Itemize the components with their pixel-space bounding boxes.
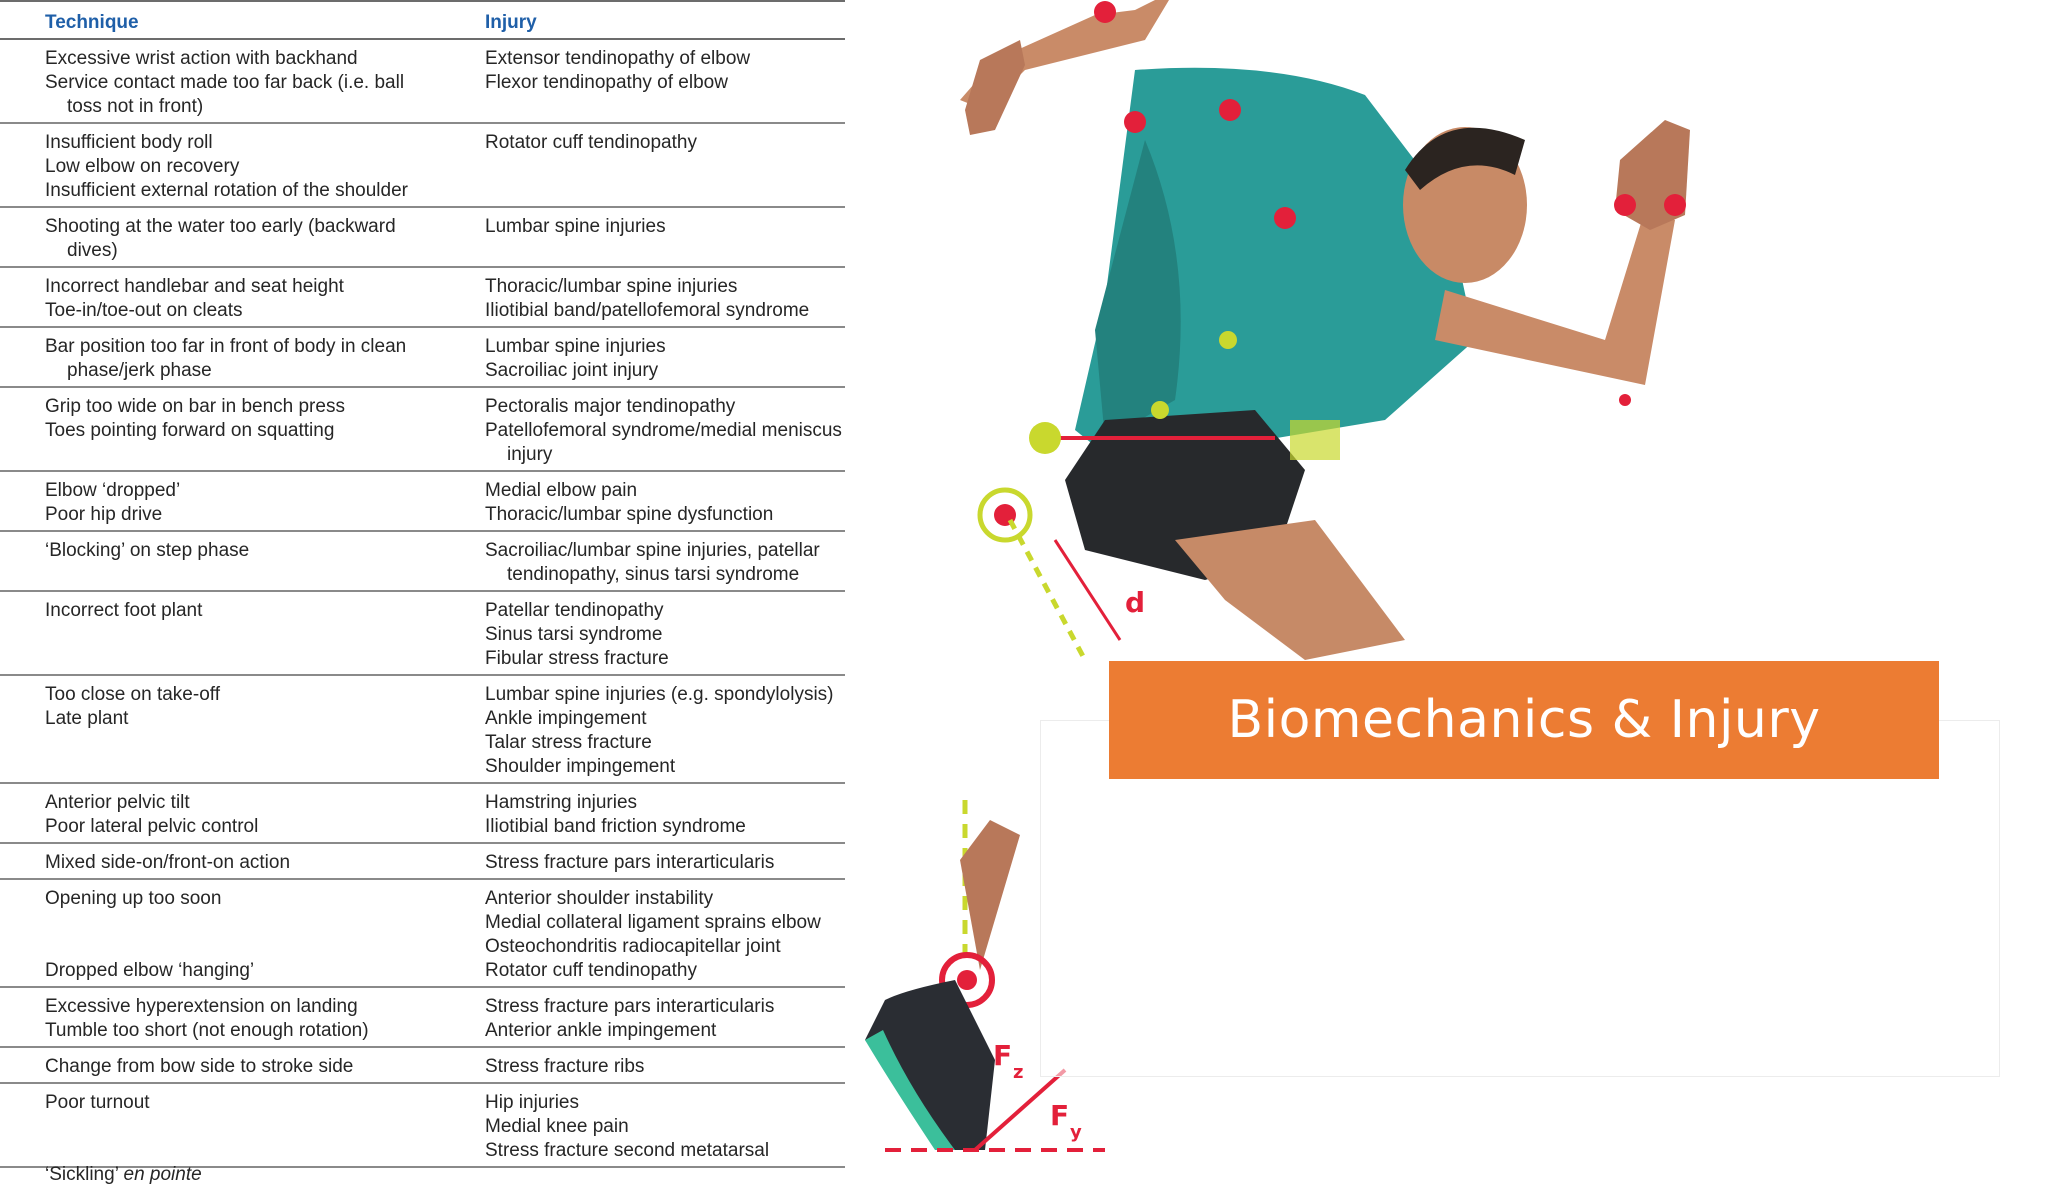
technique-cell: [45, 335, 465, 383]
technique-line: Excessive hyperextension on landing: [45, 996, 358, 1017]
table-row: [0, 388, 845, 472]
force-z-subscript: z: [1013, 1062, 1024, 1083]
injury-cell: [485, 1055, 845, 1079]
technique-cell: [45, 599, 465, 623]
title-banner: [1109, 661, 1939, 779]
injury-cell: [485, 395, 845, 467]
injury-line: Stress fracture second metatarsal: [485, 1140, 770, 1161]
technique-line: Incorrect foot plant: [45, 600, 203, 621]
joint-marker: [1219, 99, 1241, 121]
technique-line: Toes pointing forward on squatting: [45, 420, 335, 441]
injury-line: Ankle impingement: [485, 708, 647, 729]
injury-line: Medial collateral ligament sprains elbow: [485, 912, 821, 933]
moment-arm-label: d: [1125, 586, 1146, 619]
injury-cell: [485, 215, 845, 239]
table-row: [0, 40, 845, 124]
technique-line: Late plant: [45, 708, 129, 729]
injury-line: Rotator cuff tendinopathy: [485, 132, 697, 153]
technique-line: Grip too wide on bar in bench press: [45, 396, 345, 417]
injury-line: Shoulder impingement: [485, 756, 676, 777]
injury-line: Pectoralis major tendinopathy: [485, 396, 736, 417]
force-y-subscript: y: [1070, 1122, 1082, 1143]
injury-line: Lumbar spine injuries: [485, 336, 666, 357]
technique-cell: [45, 1055, 465, 1079]
table-row: [0, 124, 845, 208]
injury-cell: [485, 887, 845, 983]
hip-joint-marker: [1029, 422, 1061, 454]
injury-line: Sacroiliac/lumbar spine injuries, patellar: [485, 540, 820, 561]
injury-line: Talar stress fracture: [485, 732, 652, 753]
joint-marker: [1619, 394, 1631, 406]
injury-line: Lumbar spine injuries: [485, 216, 666, 237]
injury-line: Iliotibial band friction syndrome: [485, 816, 746, 837]
table-row: [0, 844, 845, 880]
injury-line: Medial knee pain: [485, 1116, 629, 1137]
force-z-label: F: [993, 1039, 1013, 1072]
technique-line: Excessive wrist action with backhand: [45, 48, 358, 69]
technique-line: Opening up too soon: [45, 888, 222, 909]
technique-line: ‘Blocking’ on step phase: [45, 540, 250, 561]
technique-cell: [45, 395, 465, 443]
injury-line: Thoracic/lumbar spine injuries: [485, 276, 738, 297]
sprinter-thigh: [1175, 520, 1405, 660]
technique-cell: [45, 887, 465, 983]
table-row: [0, 1084, 845, 1185]
injury-line: Osteochondritis radiocapitellar joint: [485, 936, 781, 957]
technique-line: Too close on take-off: [45, 684, 220, 705]
hip-marker: [1151, 401, 1169, 419]
joint-marker: [1614, 194, 1636, 216]
technique-cell: [45, 683, 465, 731]
injury-line: Anterior ankle impingement: [485, 1020, 717, 1041]
technique-cell: [45, 1091, 465, 1187]
technique-cell: [45, 275, 465, 323]
technique-line: ‘Sickling’: [45, 1164, 119, 1185]
table-row: [0, 328, 845, 388]
table-row: [0, 880, 845, 988]
technique-line: toss not in front): [67, 96, 204, 117]
table-row: [0, 592, 845, 676]
slide-title: Biomechanics & Injury: [1227, 690, 1821, 750]
injury-line: Flexor tendinopathy of elbow: [485, 72, 728, 93]
hip-marker: [1219, 331, 1237, 349]
technique-line: Poor hip drive: [45, 504, 163, 525]
injury-line: Extensor tendinopathy of elbow: [485, 48, 751, 69]
injury-line: Patellofemoral syndrome/medial meniscus: [485, 420, 842, 441]
injury-cell: [485, 791, 845, 839]
technique-line: Tumble too short (not enough rotation): [45, 1020, 369, 1041]
technique-line: Dropped elbow ‘hanging’: [45, 960, 255, 981]
injury-line: Stress fracture pars interarticularis: [485, 852, 775, 873]
joint-marker: [1124, 111, 1146, 133]
injury-cell: [485, 1091, 845, 1163]
injury-line: Fibular stress fracture: [485, 648, 669, 669]
injury-cell: [485, 683, 845, 779]
injury-line: Lumbar spine injuries (e.g. spondylolysis): [485, 684, 834, 705]
technique-cell: [45, 47, 465, 119]
header-injury: Injury: [485, 12, 537, 33]
technique-line: phase/jerk phase: [67, 360, 212, 381]
injury-line: Sacroiliac joint injury: [485, 360, 659, 381]
technique-cell: [45, 479, 465, 527]
technique-line: dives): [67, 240, 118, 261]
injury-cell: [485, 47, 845, 95]
injury-cell: [485, 539, 845, 587]
technique-injury-table: [0, 0, 845, 1185]
technique-line: Elbow ‘dropped’: [45, 480, 181, 501]
injury-line: Sinus tarsi syndrome: [485, 624, 663, 645]
technique-line: Service contact made too far back (i.e. ball: [45, 72, 405, 93]
technique-line: Poor turnout: [45, 1092, 150, 1113]
injury-cell: [485, 335, 845, 383]
leg-axis-line: [1010, 520, 1085, 660]
injury-cell: [485, 479, 845, 527]
injury-line: Iliotibial band/patellofemoral syndrome: [485, 300, 810, 321]
joint-marker: [1094, 1, 1116, 23]
injury-cell: [485, 131, 845, 155]
injury-line: Stress fracture ribs: [485, 1056, 645, 1077]
table-header-row: [0, 0, 845, 40]
injury-line: Hamstring injuries: [485, 792, 638, 813]
table-row: [0, 988, 845, 1048]
injury-line: Medial elbow pain: [485, 480, 638, 501]
technique-line: Bar position too far in front of body in clean: [45, 336, 407, 357]
technique-line: Toe-in/toe-out on cleats: [45, 300, 243, 321]
technique-line: Anterior pelvic tilt: [45, 792, 190, 813]
table-row: [0, 268, 845, 328]
header-technique: Technique: [45, 12, 139, 33]
injury-line: Hip injuries: [485, 1092, 579, 1113]
technique-cell: [45, 215, 465, 263]
table-row: [0, 784, 845, 844]
technique-cell: [45, 131, 465, 203]
table-row: [0, 532, 845, 592]
sprinter-back-hand: [965, 40, 1025, 135]
table-row: [0, 208, 845, 268]
technique-line: Insufficient external rotation of the shoulder: [45, 180, 408, 201]
table-row: [0, 472, 845, 532]
technique-cell: [45, 995, 465, 1043]
table-row: [0, 1048, 845, 1084]
technique-line: Mixed side-on/front-on action: [45, 852, 291, 873]
technique-cell: [45, 791, 465, 839]
injury-line: injury: [507, 444, 553, 465]
technique-cell: [45, 539, 465, 563]
technique-cell: [45, 851, 465, 875]
injury-cell: [485, 851, 845, 875]
injury-line: Anterior shoulder instability: [485, 888, 714, 909]
technique-line: Shooting at the water too early (backward: [45, 216, 396, 237]
injury-cell: [485, 275, 845, 323]
table-row: [0, 676, 845, 784]
force-grid-marker: [1290, 420, 1340, 460]
injury-line: Stress fracture pars interarticularis: [485, 996, 775, 1017]
injury-line: tendinopathy, sinus tarsi syndrome: [507, 564, 800, 585]
injury-cell: [485, 599, 845, 671]
joint-marker: [1664, 194, 1686, 216]
technique-line: Low elbow on recovery: [45, 156, 240, 177]
technique-line: Insufficient body roll: [45, 132, 213, 153]
joint-marker: [1274, 207, 1296, 229]
force-y-label: F: [1050, 1099, 1070, 1132]
technique-line: Poor lateral pelvic control: [45, 816, 259, 837]
injury-line: Patellar tendinopathy: [485, 600, 664, 621]
technique-line: Incorrect handlebar and seat height: [45, 276, 344, 297]
injury-line: Rotator cuff tendinopathy: [485, 960, 697, 981]
injury-cell: [485, 995, 845, 1043]
sprinter-shin: [960, 820, 1020, 970]
injury-line: Thoracic/lumbar spine dysfunction: [485, 504, 774, 525]
technique-line-italic: en pointe: [123, 1164, 202, 1185]
ankle-marker-center: [957, 970, 977, 990]
technique-line: Change from bow side to stroke side: [45, 1056, 354, 1077]
